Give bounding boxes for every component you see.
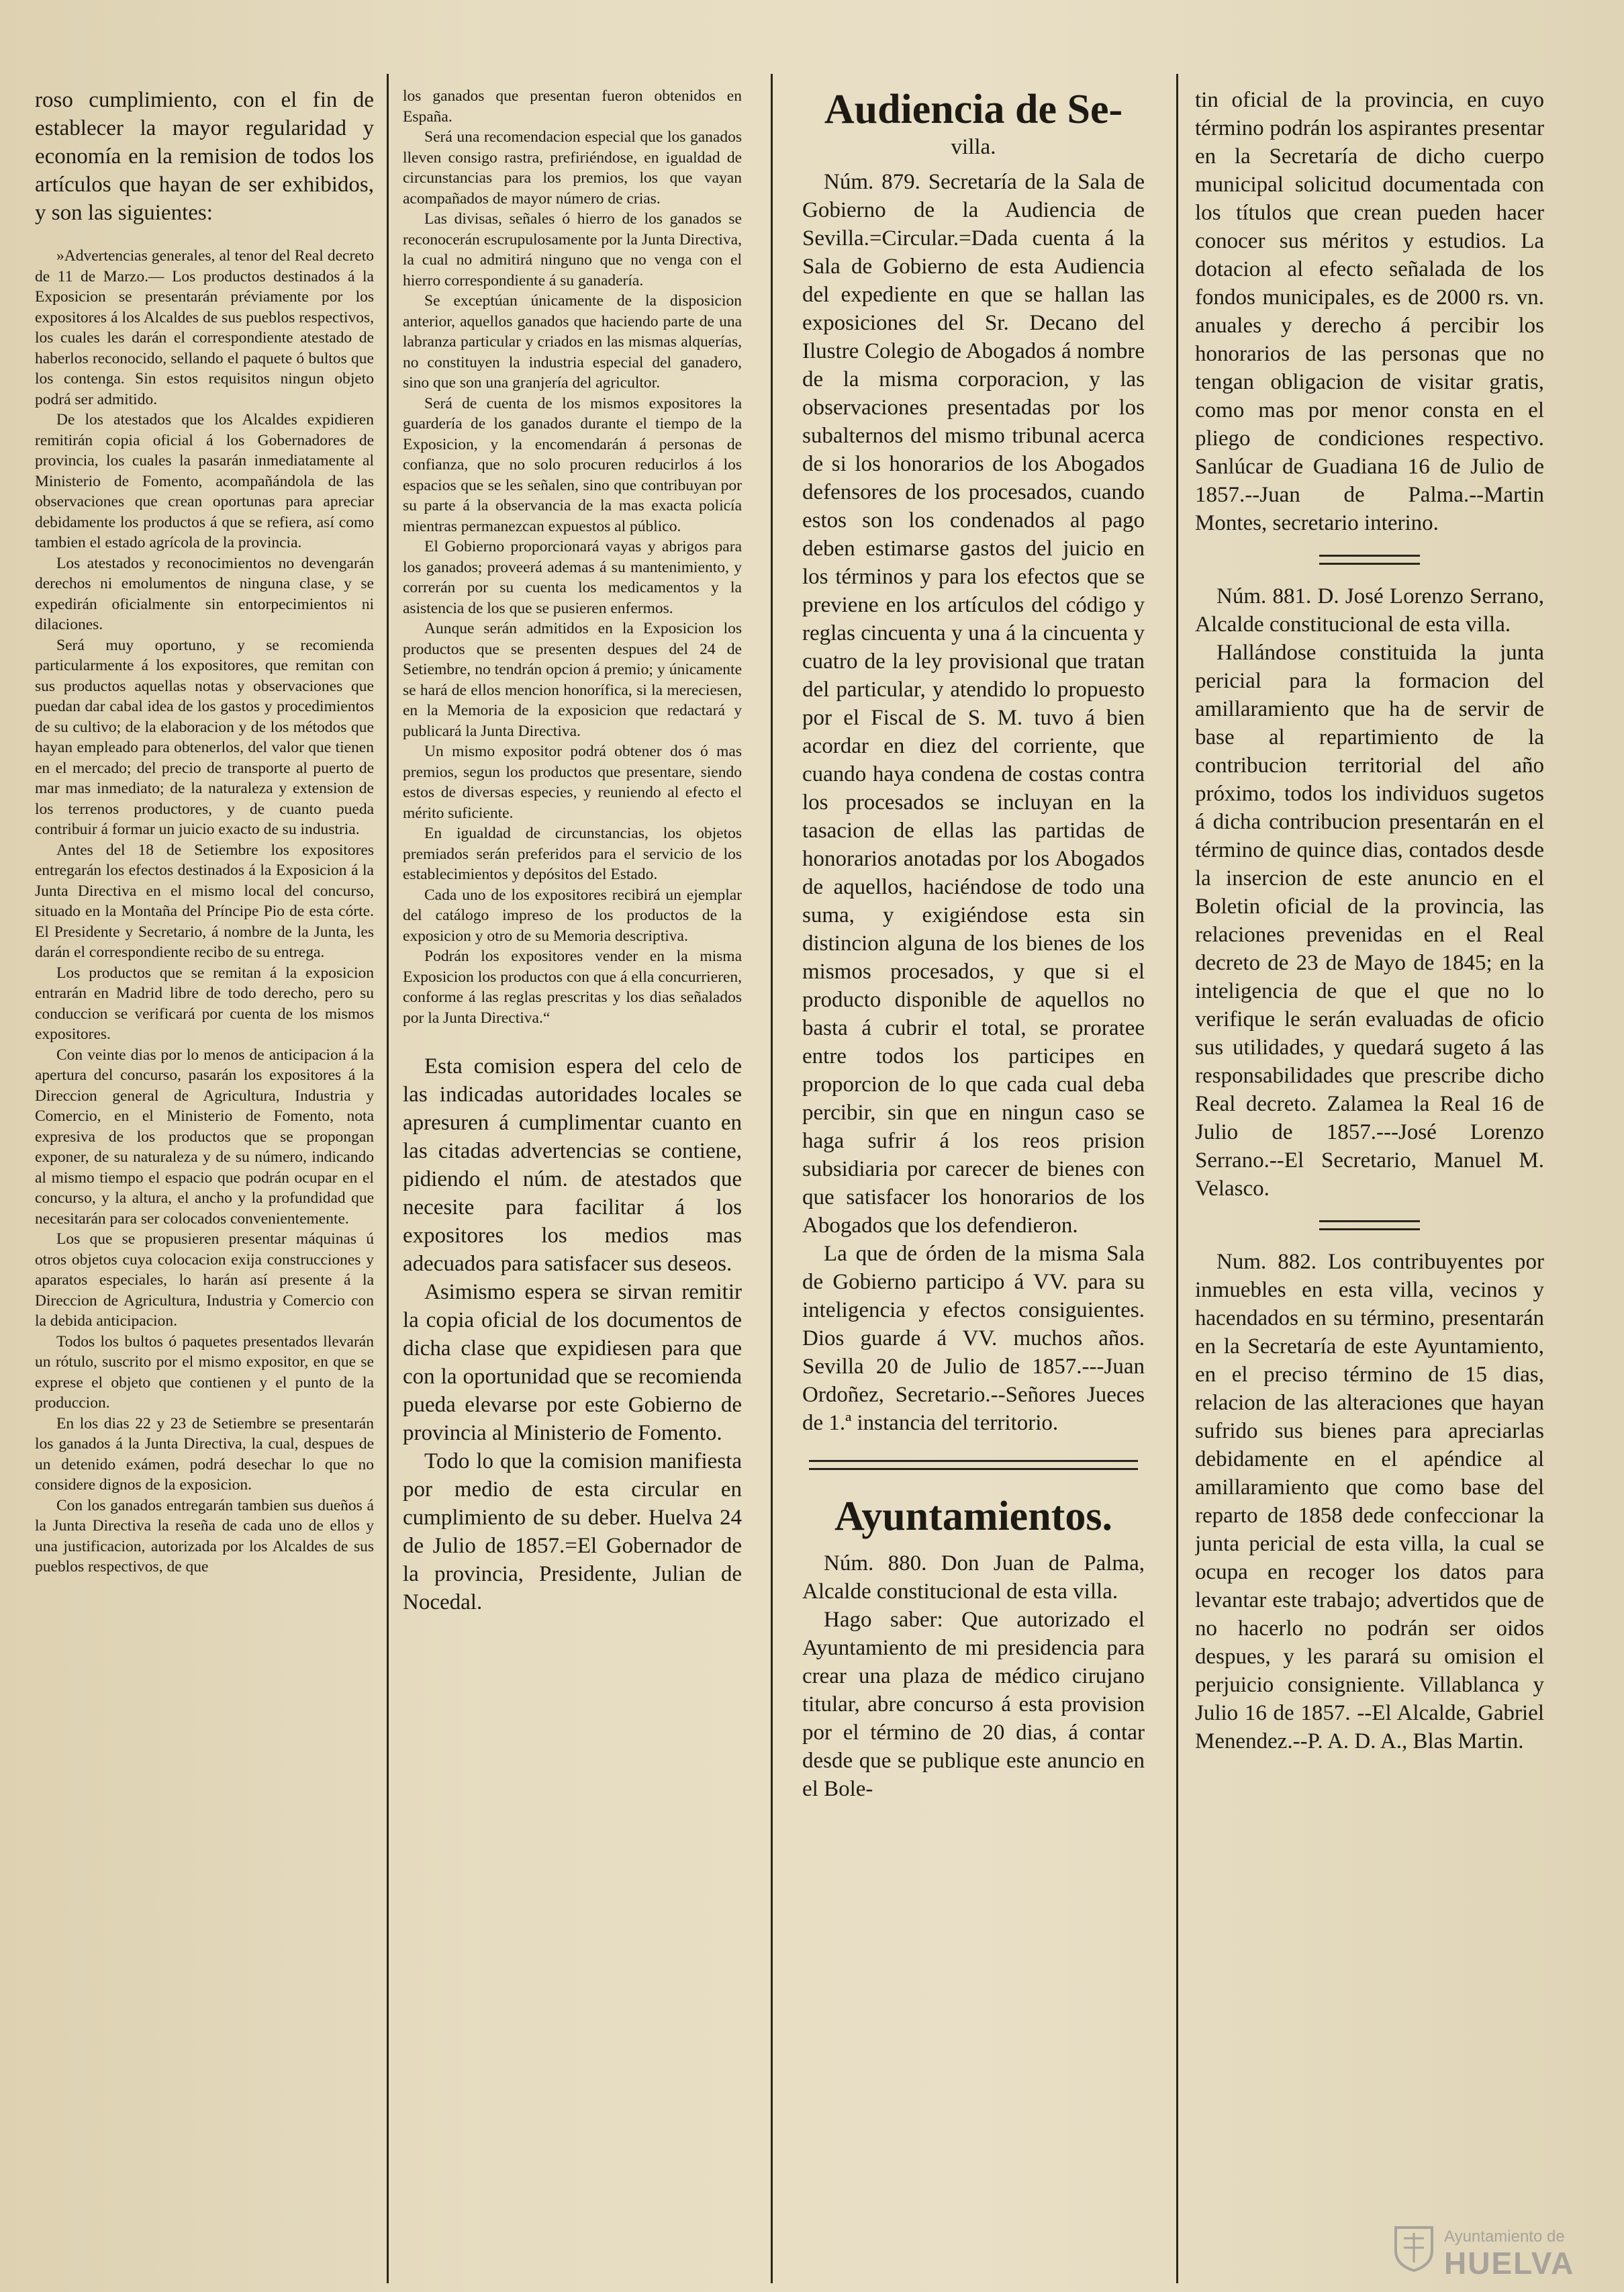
watermark-line-2: HUELVA	[1444, 2246, 1575, 2281]
paragraph: Será de cuenta de los mismos expositores la guardería de los ganados durante el tiempo de la Exposicion, y la encomendarán á personas de confianza, que no solo procuren reducirlos á los espacios que se les señalen, sino que contribuyan por su parte á la observancia de la mas exacta policía mientras permanezcan expuestos al público.	[403, 394, 742, 535]
paragraph: Será muy oportuno, y se recomienda particularmente á los expositores, que remitan con sus productos aquellas notas y observaciones que puedan dar cabal idea de los gastos y procedimientos de su cultivo; de la elaboracion y de los métodos que hayan empleado para obtenerlos, del valor que tienen en el mercado; del precio de transporte al puerto de mar mas inmediato; de la naturaleza y extension de los terrenos productores, y de cuanto pueda contribuir á formar un juicio exacto de su industria.	[35, 636, 374, 838]
separator	[1319, 1220, 1420, 1230]
column-4	[1195, 86, 1544, 2268]
paragraph: En igualdad de circunstancias, los objetos premiados serán preferidos para el servicio de los establecimientos y depósitos del Estado.	[403, 825, 742, 883]
paragraph: Se exceptúan únicamente de la disposicion anterior, aquellos ganados que haciendo parte de una labranza particular y criados en las mismas alquerías, no constituyen la industria especial del ganadero, sino que son una granjería del agricultor.	[403, 292, 742, 392]
column-rule	[1176, 74, 1178, 2283]
paragraph: De los atestados que los Alcaldes expidieren remitirán copia oficial á los Gobernadores de provincia, los cuales la pasarán inmediatamente al Ministerio de Fomento, acompañándola de las observaciones que crean oportunas para apreciar debidamente los productos á que se refiera, así como tambien el estado agrícola de la provincia.	[35, 411, 374, 551]
paragraph: los ganados que presentan fueron obtenidos en España.	[403, 87, 742, 126]
paragraph: Con veinte dias por lo menos de anticipacion á la apertura del concurso, pasarán los expositores á la Direccion general de Agricultura, Industria y Comercio, en el Ministerio de Fomento, nota expresiva de los productos que se propongan exponer, de su naturaleza y de su número, indicando al mismo tiempo el espacio que podrán ocupar en el concurso, y la altura, el ancho y la profundidad que necesitarán para ser colocados convenientemente.	[35, 1046, 374, 1228]
column-1-body	[35, 246, 374, 1577]
paragraph: Esta comision espera del celo de las indicadas autoridades locales se apresuren á cumplimentar cuanto en las citadas advertencias se contiene, pidiendo el núm. de atestados que necesite para facilitar á los expositores los medios mas adecuados para satisfacer sus deseos.	[403, 1054, 742, 1276]
paragraph: Núm. 879. Secretaría de la Sala de Gobierno de la Audiencia de Sevilla.=Circular.=Dada cuenta á la Sala de Gobierno de esta Audiencia del expediente en que se hallan las exposiciones del Sr. Decano del Ilustre Colegio de Abogados á nombre de la misma corporacion, y las observaciones presentadas por los subalternos del mismo tribunal acerca de si los honorarios de los Abogados defensores de los procesados, cuando estos son los condenados al pago deben estimarse gastos del juicio en los términos y para los efectos que se previene en los artículos del código y reglas cincuenta y una á la cincuenta y cuatro de la ley provisional que tratan del particular, y atendido lo propuesto por el Fiscal de S. M. tuvo á bien acordar en diez del corriente, que cuando haya condena de costas contra los procesados se incluyan en la tasacion de ellas las partidas de honorarios anotadas por los Abogados de aquellos, haciéndose de todo una suma, y exigiéndose esta sin distincion alguna de los bienes de los mismos procesados, y que si el producto disponible de aquellos no basta á cubrir el total, se proratee entre todos los participes en proporcion de lo que cada cual deba percibir, sin que en ningun caso se haga sufrir á los reos prision subsidiaria por carecer de bienes con que satisfacer los honorarios de los Abogados que los defendieron.	[802, 170, 1145, 1238]
watermark-line-1: Ayuntamiento de	[1444, 2228, 1565, 2246]
column-2-advertencias	[403, 86, 742, 1028]
paragraph: Asimismo espera se sirvan remitir la copia oficial de los documentos de dicha clase que expidiesen para que con la oportunidad que se recomienda pueda elevarse por este Gobierno de provincia al Ministerio de Fomento.	[403, 1280, 742, 1445]
column-rule	[387, 74, 389, 2283]
paragraph: El Gobierno proporcionará vayas y abrigos para los ganados; proveerá ademas á su mantenimiento, y correrán por su cuenta los medicamentos y la asistencia de los que se pusieren enfermos.	[403, 538, 742, 617]
section-heading-audiencia: Audiencia de Se-	[824, 87, 1123, 132]
paragraph: »Advertencias generales, al tenor del Real decreto de 11 de Marzo.— Los productos destinados á la Exposicion se presentarán préviamente por los expositores á los Alcaldes de sus pueblos respectivos, los cuales les darán el correspondiente atestado de haberlos reconocido, sellando el paquete ó bultos que los contenga. Sin estos requisitos ningun objeto podrá ser admitido.	[35, 247, 374, 408]
column-3	[802, 86, 1145, 2268]
paragraph: La que de órden de la misma Sala de Gobierno participo á VV. para su inteligencia y efectos consiguientes. Dios guarde á VV. muchos años. Sevilla 20 de Julio de 1857.---Juan Ordoñez, Secretario.--Señores Jueces de 1.ª instancia del territorio.	[802, 1242, 1145, 1435]
notice-881	[1195, 582, 1544, 1203]
section-heading-ayuntamientos: Ayuntamientos.	[834, 1494, 1112, 1539]
column-2-comision	[403, 1052, 742, 1616]
paragraph: Podrán los expositores vender en la misma Exposicion los productos con que á ella concurrieren, conforme á las reglas prescritas y los dias señalados por la Junta Directiva.“	[403, 948, 742, 1027]
notice-879	[802, 168, 1145, 1437]
paragraph: Antes del 18 de Setiembre los expositores entregarán los efectos destinados á la Exposicion á la Junta Directiva en el mismo local del concurso, situado en la Montaña del Príncipe Pio de esta córte. El Presidente y Secretario, á nombre de la Junta, les darán el correspondiente recibo de su entrega.	[35, 841, 374, 961]
paragraph: Aunque serán admitidos en la Exposicion los productos que se presenten despues del 24 de Setiembre, no tendrán opcion á premio; y únicamente se hará de ellos mencion honorífica, si la mereciesen, en la Memoria de la exposicion que redactará y publicará la Junta Directiva.	[403, 620, 742, 740]
column-2	[403, 86, 742, 2268]
paragraph: Hago saber: Que autorizado el Ayuntamiento de mi presidencia para crear una plaza de médico cirujano titular, abre concurso á esta provision por el término de 20 dias, á contar desde que se publique este anuncio en el Bole-	[802, 1608, 1145, 1801]
paragraph: Los que se propusieren presentar máquinas ú otros objetos cuya colocacion exija construcciones y aparatos especiales, lo harán así presente á la Direccion de Agricultura, Industria y Comercio con la debida anticipacion.	[35, 1230, 374, 1330]
paragraph: Las divisas, señales ó hierro de los ganados se reconocerán escrupulosamente por la Junta Directiva, la cual no admitirá ninguno que no venga con el hierro correspondiente á su ganadería.	[403, 210, 742, 289]
paragraph: Los productos que se remitan á la exposicion entrarán en Madrid libre de todo derecho, pero su conduccion se verificará por cuenta de los mismos expositores.	[35, 964, 374, 1043]
paragraph: Cada uno de los expositores recibirá un ejemplar del catálogo impreso de los productos de la exposicion y otro de su Memoria descriptiva.	[403, 886, 742, 945]
paragraph: Será una recomendacion especial que los ganados lleven consigo rastra, prefiriéndose, en igualdad de circunstancias para los premios, los que vayan acompañados de mayor número de crias.	[403, 128, 742, 208]
paragraph: Todo lo que la comision manifiesta por medio de esta circular en cumplimiento de su deber. Huelva 24 de Julio de 1857.=El Gobernador de la provincia, Presidente, Julian de Nocedal.	[403, 1449, 742, 1614]
column-1-intro: roso cumplimiento, con el fin de establecer la mayor regularidad y economía en la remision de todos los artículos que hayan de ser exhibidos, y son las siguientes:	[35, 88, 374, 225]
paragraph: Núm. 880. Don Juan de Palma, Alcalde constitucional de esta villa.	[802, 1551, 1145, 1604]
column-rule	[771, 74, 773, 2283]
paragraph: Con los ganados entregarán tambien sus dueños á la Junta Directiva la reseña de cada uno de ellos y una justificacion, autorizada por los Alcaldes de sus pueblos respectivos, de que	[35, 1496, 374, 1575]
paragraph: Hallándose constituida la junta pericial para la formacion del amillaramiento que ha de servir de base al repartimiento de la contribucion territorial del año próximo, todos los individuos sugetos á dicha contribucion presentarán en el término de quince dias, contados desde la insercion de este anuncio en el Boletin oficial de la provincia, las relaciones prevenidas en el Real decreto de 23 de Mayo de 1845; en la inteligencia de que el que no lo verifique le serán evaluadas de oficio sus utilidades, y quedará sugeto á las responsabilidades que prescribe dicho Real decreto. Zalamea la Real 16 de Julio de 1857.---José Lorenzo Serrano.--El Secretario, Manuel M. Velasco.	[1195, 641, 1544, 1201]
separator	[1319, 555, 1420, 565]
crest-icon	[1390, 2224, 1437, 2273]
paragraph: Num. 882. Los contribuyentes por inmuebles en esta villa, vecinos y hacendados en su término, presentarán en la Secretaría de este Ayuntamiento, en el preciso término de 15 dias, relacion de las alteraciones que hayan sufrido sus bienes para apreciarlas debidamente en el apéndice al amillaramiento que como base del reparto de 1858 dede confeccionar la junta pericial de esta villa, la cual se ocupa en recoger los datos para levantar este trabajo; advertidos que de no hacerlo no podrán ser oidos despues, y les parará su omision el perjuicio consigniente. Villablanca y Julio 16 de 1857. --El Alcalde, Gabriel Menendez.--P. A. D. A., Blas Martin.	[1195, 1250, 1544, 1753]
notice-882	[1195, 1248, 1544, 1755]
notice-880	[802, 1549, 1145, 1803]
spacer	[403, 1028, 742, 1052]
notice-880-cont	[1195, 86, 1544, 537]
paragraph: Núm. 881. D. José Lorenzo Serrano, Alcalde constitucional de esta villa.	[1195, 584, 1544, 637]
paragraph: Los atestados y reconocimientos no devengarán derechos ni emolumentos de ninguna clase, y se expedirán oficialmente sin entorpecimientos ni dilaciones.	[35, 554, 374, 633]
paragraph: Todos los bultos ó paquetes presentados llevarán un rótulo, suscrito por el mismo expositor, en que se exprese el objeto que contienen y el punto de la produccion.	[35, 1332, 374, 1412]
section-heading-audiencia-cont: villa.	[951, 135, 996, 159]
separator	[809, 1460, 1138, 1470]
archive-watermark	[1390, 2218, 1612, 2279]
paragraph: tin oficial de la provincia, en cuyo término podrán los aspirantes presentar en la Secretaría de dicho cuerpo municipal solicitud documentada con los títulos que crean pueden hacer conocer sus méritos y estudios. La dotacion al efecto señalada de los fondos municipales, es de 2000 rs. vn. anuales y derecho á percibir los honorarios de las personas que no tengan obligacion de visitar gratis, como mas por menor consta en el pliego de condiciones respectivo. Sanlúcar de Guadiana 16 de Julio de 1857.--Juan de Palma.--Martin Montes, secretario interino.	[1195, 88, 1544, 535]
paragraph: Un mismo expositor podrá obtener dos ó mas premios, segun los productos que presentare, siendo estos de diversas especies, y reuniendo al efecto el mérito suficiente.	[403, 743, 742, 822]
column-1	[35, 86, 374, 2268]
paragraph: En los dias 22 y 23 de Setiembre se presentarán los ganados á la Junta Directiva, la cual, despues de un detenido exámen, podrá desechar lo que no considere dignos de la exposicion.	[35, 1414, 374, 1494]
